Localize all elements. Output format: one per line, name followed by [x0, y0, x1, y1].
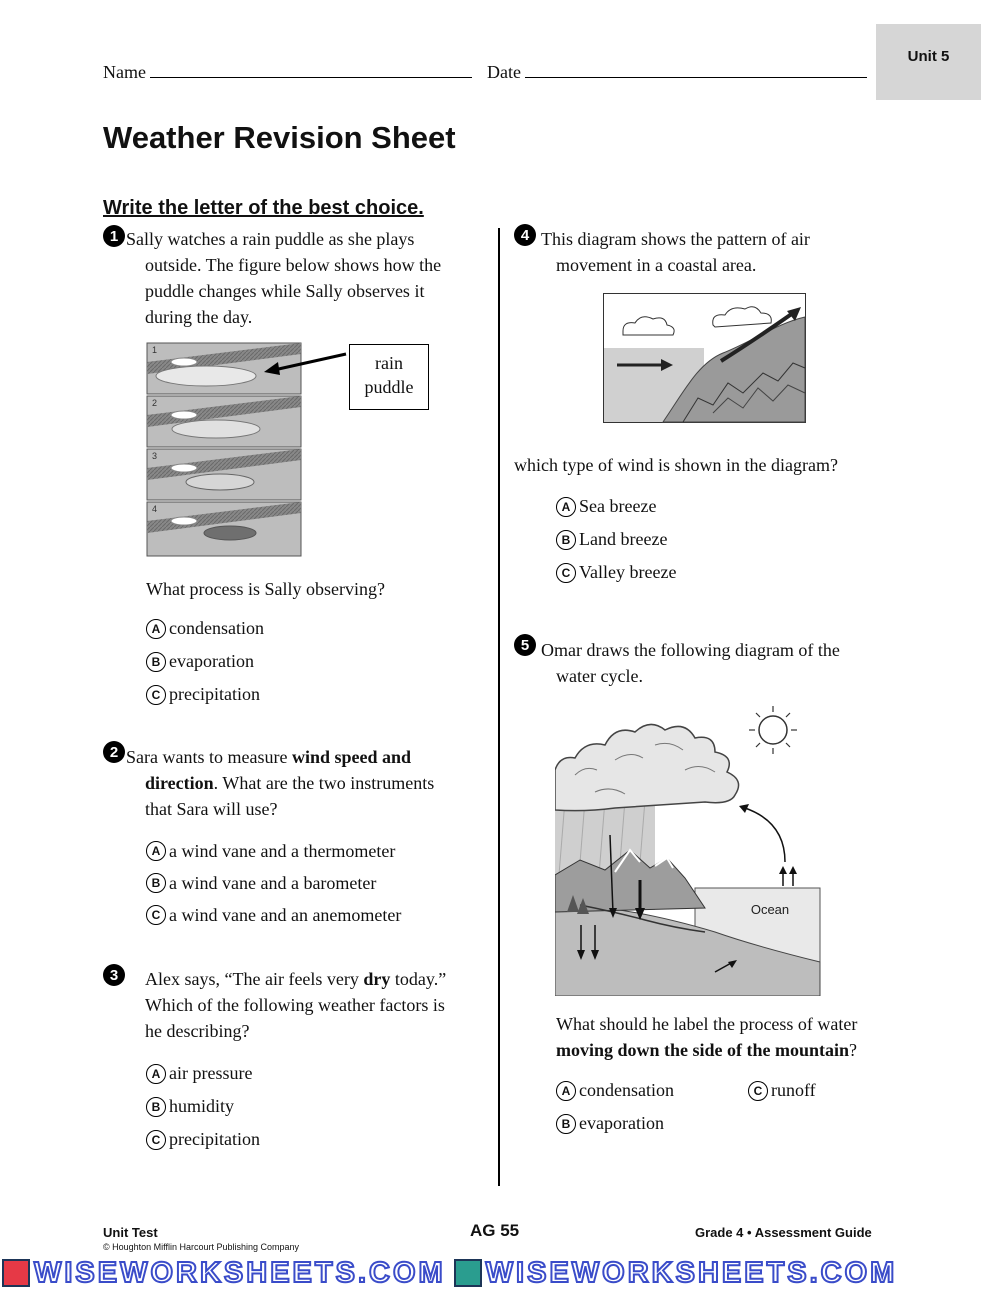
q1-line-1: Sally watches a rain puddle as she plays	[126, 229, 415, 249]
option-text: Valley breeze	[579, 562, 677, 582]
option-text: air pressure	[169, 1063, 253, 1083]
instructions: Write the letter of the best choice.	[103, 197, 424, 219]
panel-3-label: 3	[152, 451, 158, 461]
date-field[interactable]	[487, 62, 867, 83]
q3-line-2: Which of the following weather factors is	[145, 995, 445, 1015]
q2-options	[146, 835, 401, 931]
q1-line-4: during the day.	[145, 307, 253, 327]
panel-1-label: 1	[152, 345, 158, 355]
unit-label: Unit 5	[876, 24, 981, 100]
option-b-bubble[interactable]: B	[146, 652, 166, 672]
callout-line-1: rain	[375, 353, 403, 373]
page-title: Weather Revision Sheet	[103, 120, 456, 155]
option-text: evaporation	[169, 651, 254, 671]
option-text: a wind vane and a barometer	[169, 872, 377, 893]
q3-line-1: Alex says, “The air feels very	[145, 969, 364, 989]
question-4-number: 4	[514, 224, 536, 246]
q4-option-c[interactable]	[556, 556, 676, 589]
option-text: a wind vane and a thermometer	[169, 840, 396, 861]
coastal-breeze-diagram	[603, 293, 807, 424]
option-a-bubble[interactable]: A	[556, 497, 576, 517]
q4-option-a[interactable]	[556, 490, 676, 523]
sun-icon	[749, 706, 797, 754]
option-text: precipitation	[169, 1129, 260, 1149]
q4-prompt: which type of wind is shown in the diagram?	[514, 455, 838, 475]
cloud	[555, 724, 739, 810]
q3-line-3: he describing?	[145, 1021, 250, 1041]
question-1-number: 1	[103, 225, 125, 247]
option-text: condensation	[169, 618, 264, 638]
rain-puddle-callout	[349, 344, 429, 410]
q1-options	[146, 612, 264, 711]
q5-prompt	[556, 1011, 857, 1063]
q1-option-c[interactable]	[146, 678, 264, 711]
option-text: humidity	[169, 1096, 235, 1116]
option-text: condensation	[579, 1080, 674, 1100]
puddle-panel-2	[147, 396, 301, 447]
option-text: Land breeze	[579, 529, 668, 549]
option-c-bubble[interactable]: C	[556, 563, 576, 583]
footer-page-number: AG 55	[470, 1221, 520, 1240]
watermark-strip	[0, 1255, 1000, 1291]
option-c-bubble[interactable]: C	[146, 685, 166, 705]
water-cycle-diagram	[555, 700, 825, 996]
q2-option-b[interactable]	[146, 867, 401, 899]
q5-prompt-end: ?	[849, 1040, 858, 1060]
q3-option-c[interactable]	[146, 1123, 260, 1156]
option-c-bubble[interactable]: C	[146, 1130, 166, 1150]
q3-line-1-end: today.”	[390, 969, 447, 989]
watermark-text-1: WISEWORKSHEETS.COM	[34, 1256, 446, 1289]
q5-prompt-bold: moving down the side of the mountain	[556, 1040, 850, 1060]
q3-option-a[interactable]	[146, 1057, 260, 1090]
name-label: Name	[103, 62, 146, 82]
option-b-bubble[interactable]: B	[146, 873, 166, 893]
column-divider	[498, 228, 500, 1186]
option-text: precipitation	[169, 684, 260, 704]
q1-prompt: What process is Sally observing?	[146, 579, 385, 599]
date-line	[525, 63, 867, 78]
q3-options	[146, 1057, 260, 1156]
option-b-bubble[interactable]: B	[146, 1097, 166, 1117]
option-b-bubble[interactable]: B	[556, 530, 576, 550]
puddle-panel-4	[147, 502, 301, 556]
option-a-bubble[interactable]: A	[146, 1064, 166, 1084]
option-text: a wind vane and an anemometer	[169, 904, 402, 925]
option-b-bubble[interactable]: B	[556, 1114, 576, 1134]
option-c-bubble[interactable]: C	[748, 1081, 768, 1101]
option-text: evaporation	[579, 1113, 664, 1133]
q2-bold-1: wind speed and	[291, 747, 412, 767]
question-4-text: This diagram shows the pattern of air	[541, 229, 810, 249]
puddle-panel-3	[147, 449, 301, 500]
name-field[interactable]	[103, 62, 472, 83]
q1-line-2: outside. The figure below shows how the	[145, 255, 442, 275]
q5-option-b[interactable]	[556, 1107, 664, 1140]
q4-options	[556, 490, 676, 589]
option-a-bubble[interactable]: A	[556, 1081, 576, 1101]
footer-right: Grade 4 • Assessment Guide	[695, 1225, 872, 1240]
watermark-text-2: WISEWORKSHEETS.COM	[485, 1256, 898, 1289]
q2-line-3: that Sara will use?	[145, 799, 278, 819]
callout-line-2: puddle	[364, 377, 414, 397]
question-5-text-cont: water cycle.	[556, 666, 643, 686]
q3-bold: dry	[363, 969, 391, 989]
option-c-bubble[interactable]: C	[146, 905, 166, 925]
question-3-number: 3	[103, 964, 125, 986]
q5-prompt-line-1: What should he label the process of water	[556, 1014, 858, 1034]
evaporation-arrow	[745, 808, 785, 862]
footer-left: Unit Test	[103, 1225, 158, 1240]
q5-option-a[interactable]	[556, 1074, 674, 1107]
question-5-text: Omar draws the following diagram of the	[541, 640, 840, 660]
question-3-text	[145, 966, 446, 1044]
q4-option-b[interactable]	[556, 523, 676, 556]
option-text: Sea breeze	[579, 496, 657, 516]
date-label: Date	[487, 62, 521, 82]
option-a-bubble[interactable]: A	[146, 841, 166, 861]
q2-option-a[interactable]	[146, 835, 401, 867]
q2-line-2: . What are the two instruments	[213, 773, 435, 793]
q3-option-b[interactable]	[146, 1090, 260, 1123]
q2-line-1: Sara wants to measure	[126, 747, 292, 767]
option-text: runoff	[771, 1080, 816, 1100]
ocean-label: Ocean	[750, 902, 790, 917]
name-line	[150, 63, 472, 78]
q1-option-a[interactable]	[146, 612, 264, 645]
question-1-text	[126, 226, 414, 252]
q1-option-b[interactable]	[146, 645, 264, 678]
question-2-text	[126, 744, 411, 770]
panel-2-label: 2	[152, 398, 158, 408]
question-1-text-cont	[145, 252, 441, 330]
q2-bold-2: direction	[145, 773, 214, 793]
logo-icon	[454, 1259, 482, 1287]
panel-4-label: 4	[152, 504, 158, 514]
option-a-bubble[interactable]: A	[146, 619, 166, 639]
question-2-text-cont	[145, 770, 434, 822]
copyright: © Houghton Mifflin Harcourt Publishing Company	[103, 1242, 300, 1252]
question-4-text-cont: movement in a coastal area.	[556, 255, 757, 275]
q5-option-c[interactable]	[748, 1074, 816, 1107]
q2-option-c[interactable]	[146, 899, 401, 931]
question-5-number: 5	[514, 634, 536, 656]
question-2-number: 2	[103, 741, 125, 763]
q1-line-3: puddle changes while Sally observes it	[145, 281, 425, 301]
logo-icon	[2, 1259, 30, 1287]
